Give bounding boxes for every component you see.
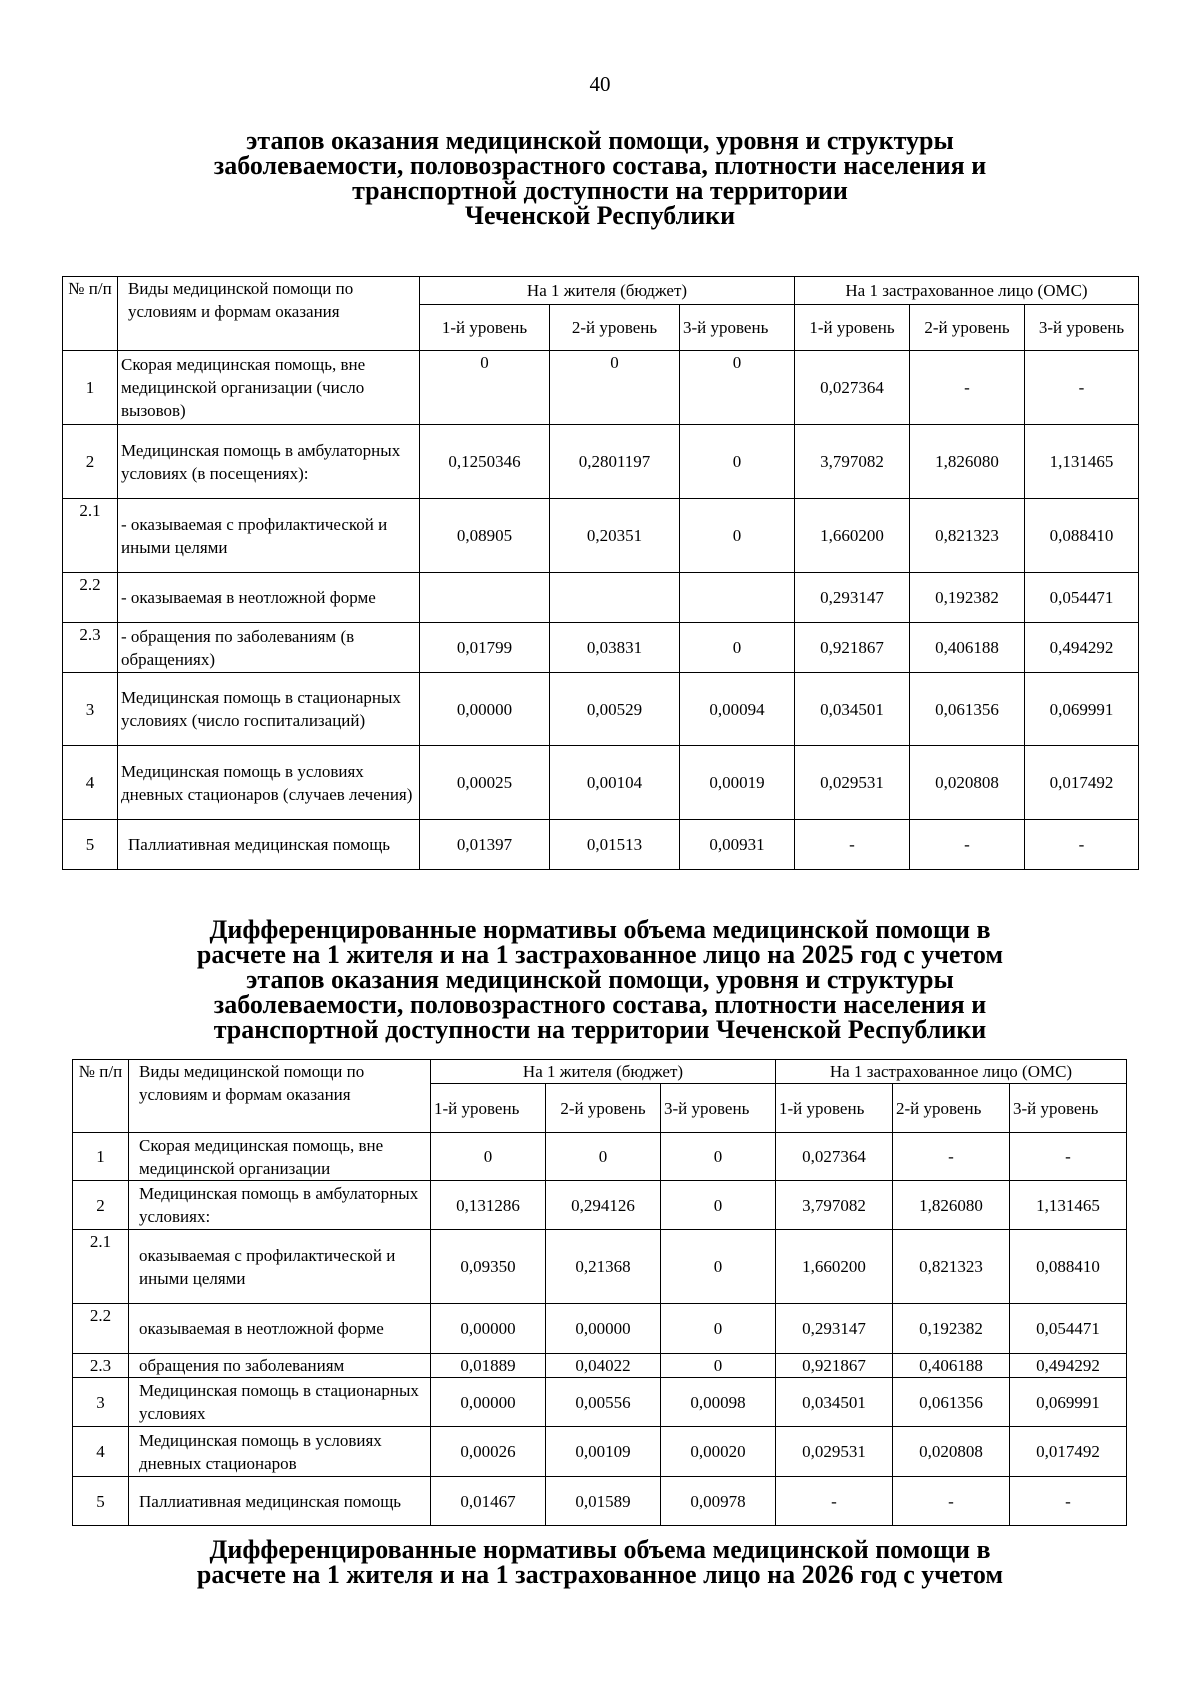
cell-value: 0 <box>680 623 795 673</box>
cell-value: 0,01513 <box>550 820 680 870</box>
cell-value: 0,20351 <box>550 499 680 573</box>
row-num: 5 <box>73 1477 129 1526</box>
row-num: 2.2 <box>63 573 118 623</box>
row-label: Медицинская помощь в стационарных условиях <box>129 1378 431 1427</box>
row-label: Медицинская помощь в стационарных условиях (число госпитализаций) <box>118 673 420 746</box>
cell-value: 0,08905 <box>420 499 550 573</box>
cell-value: - <box>1010 1477 1127 1526</box>
table-row <box>63 351 1139 425</box>
header-level: 1-й уровень <box>420 305 550 351</box>
cell-value: 0,027364 <box>776 1133 893 1181</box>
cell-value: 0,1250346 <box>420 425 550 499</box>
cell-value: 0,00000 <box>431 1378 546 1427</box>
cell-value: 0,293147 <box>776 1304 893 1354</box>
cell-value: 1,131465 <box>1025 425 1139 499</box>
cell-value <box>420 573 550 623</box>
header-level: 2-й уровень <box>546 1084 661 1133</box>
header-oms: На 1 застрахованное лицо (ОМС) <box>776 1060 1127 1084</box>
cell-value: 0,017492 <box>1025 746 1139 820</box>
cell-value: 0,034501 <box>776 1378 893 1427</box>
row-label: Паллиативная медицинская помощь <box>118 820 420 870</box>
header-level: 2-й уровень <box>910 305 1025 351</box>
section-heading-top <box>150 128 1050 228</box>
row-label: Скорая медицинская помощь, вне медицинской организации (число вызовов) <box>118 351 420 425</box>
cell-value: - <box>893 1477 1010 1526</box>
table-row <box>63 573 1139 623</box>
cell-value: 0,01467 <box>431 1477 546 1526</box>
heading-line: Чеченской Республики <box>464 201 736 230</box>
cell-value: 0,020808 <box>893 1427 1010 1477</box>
norms-table-top <box>62 276 1139 870</box>
cell-value: 1,826080 <box>893 1181 1010 1230</box>
cell-value: - <box>893 1133 1010 1181</box>
heading-line: Дифференцированные нормативы объема медицинской помощи в <box>209 915 991 944</box>
table-row <box>73 1133 1127 1181</box>
cell-value: 1,660200 <box>776 1230 893 1304</box>
cell-value: 0 <box>420 351 550 425</box>
cell-value: - <box>910 820 1025 870</box>
cell-value: 3,797082 <box>776 1181 893 1230</box>
cell-value: 0,054471 <box>1010 1304 1127 1354</box>
cell-value: 0,494292 <box>1025 623 1139 673</box>
cell-value: 0,061356 <box>893 1378 1010 1427</box>
header-level: 3-й уровень <box>680 305 795 351</box>
table-row <box>73 1477 1127 1526</box>
table-row <box>63 623 1139 673</box>
cell-value: 0,192382 <box>910 573 1025 623</box>
row-num: 2.1 <box>73 1230 129 1304</box>
row-label: - оказываемая в неотложной форме <box>118 573 420 623</box>
cell-value: 0 <box>550 351 680 425</box>
cell-value: 0,00094 <box>680 673 795 746</box>
cell-value: 0 <box>661 1230 776 1304</box>
cell-value: 0,921867 <box>795 623 910 673</box>
table-row <box>63 499 1139 573</box>
cell-value: 0,09350 <box>431 1230 546 1304</box>
cell-value <box>550 573 680 623</box>
row-label: обращения по заболеваниям <box>129 1354 431 1378</box>
row-num: 2.1 <box>63 499 118 573</box>
cell-value: 0,494292 <box>1010 1354 1127 1378</box>
table-row <box>63 673 1139 746</box>
cell-value: 1,131465 <box>1010 1181 1127 1230</box>
heading-line: расчете на 1 жителя и на 1 застрахованное лицо на 2025 год с учетом <box>196 940 1004 969</box>
heading-line: расчете на 1 жителя и на 1 застрахованное лицо на 2026 год с учетом <box>196 1560 1004 1589</box>
header-level: 3-й уровень <box>661 1084 776 1133</box>
header-level: 1-й уровень <box>776 1084 893 1133</box>
section-heading-2026 <box>150 1537 1050 1587</box>
cell-value <box>680 573 795 623</box>
header-level: 3-й уровень <box>1025 305 1139 351</box>
cell-value: 0,029531 <box>776 1427 893 1477</box>
cell-value: 0,2801197 <box>550 425 680 499</box>
heading-line: заболеваемости, половозрастного состава, плотности населения и <box>213 990 987 1019</box>
row-num: 1 <box>73 1133 129 1181</box>
table-row <box>73 1378 1127 1427</box>
cell-value: 0,821323 <box>910 499 1025 573</box>
row-num: 2.3 <box>63 623 118 673</box>
cell-value: 0,00529 <box>550 673 680 746</box>
cell-value: 0,061356 <box>910 673 1025 746</box>
header-level: 3-й уровень <box>1010 1084 1127 1133</box>
header-level: 1-й уровень <box>431 1084 546 1133</box>
row-num: 4 <box>73 1427 129 1477</box>
section-heading-2025 <box>150 917 1050 1042</box>
cell-value: - <box>910 351 1025 425</box>
header-num: № п/п <box>73 1060 129 1133</box>
cell-value: 0 <box>680 351 795 425</box>
cell-value: 0,21368 <box>546 1230 661 1304</box>
heading-line: этапов оказания медицинской помощи, уровня и структуры <box>246 965 954 994</box>
cell-value: 0,069991 <box>1010 1378 1127 1427</box>
table-row <box>63 425 1139 499</box>
cell-value: - <box>1010 1133 1127 1181</box>
heading-line: этапов оказания медицинской помощи, уровня и структуры <box>246 126 954 155</box>
cell-value: 0,00109 <box>546 1427 661 1477</box>
row-label: Медицинская помощь в амбулаторных условиях: <box>129 1181 431 1230</box>
cell-value: 0,00000 <box>546 1304 661 1354</box>
cell-value: 0,192382 <box>893 1304 1010 1354</box>
cell-value: 0 <box>680 499 795 573</box>
cell-value: 0,01889 <box>431 1354 546 1378</box>
table-row <box>73 1230 1127 1304</box>
cell-value: 0,088410 <box>1010 1230 1127 1304</box>
cell-value: 0,00000 <box>431 1304 546 1354</box>
row-num: 3 <box>73 1378 129 1427</box>
cell-value: 1,660200 <box>795 499 910 573</box>
header-level: 2-й уровень <box>893 1084 1010 1133</box>
cell-value: 0,00026 <box>431 1427 546 1477</box>
heading-line: транспортной доступности на территории <box>352 176 848 205</box>
heading-line: Дифференцированные нормативы объема медицинской помощи в <box>209 1535 991 1564</box>
norms-table-2025 <box>72 1059 1127 1526</box>
cell-value: 0 <box>661 1181 776 1230</box>
cell-value: 0,017492 <box>1010 1427 1127 1477</box>
cell-value: 0,069991 <box>1025 673 1139 746</box>
cell-value: 0,00020 <box>661 1427 776 1477</box>
cell-value: 0 <box>680 425 795 499</box>
cell-value: 0,294126 <box>546 1181 661 1230</box>
row-num: 2.3 <box>73 1354 129 1378</box>
cell-value: 0,00931 <box>680 820 795 870</box>
cell-value: 0,921867 <box>776 1354 893 1378</box>
cell-value: 0,00104 <box>550 746 680 820</box>
cell-value: 0,054471 <box>1025 573 1139 623</box>
header-kind: Виды медицинской помощи по условиям и формам оказания <box>129 1060 431 1133</box>
cell-value: 0,00019 <box>680 746 795 820</box>
cell-value: - <box>795 820 910 870</box>
row-label: Медицинская помощь в амбулаторных условиях (в посещениях): <box>118 425 420 499</box>
cell-value: 0 <box>661 1354 776 1378</box>
cell-value: 0,406188 <box>893 1354 1010 1378</box>
cell-value: 0 <box>546 1133 661 1181</box>
cell-value: - <box>1025 820 1139 870</box>
cell-value: 0,00000 <box>420 673 550 746</box>
cell-value: 0,01799 <box>420 623 550 673</box>
cell-value: 0,00978 <box>661 1477 776 1526</box>
cell-value: 0,034501 <box>795 673 910 746</box>
cell-value: 0 <box>431 1133 546 1181</box>
row-label: - обращения по заболеваниям (в обращениях) <box>118 623 420 673</box>
page-number: 40 <box>589 72 611 96</box>
header-budget: На 1 жителя (бюджет) <box>420 277 795 305</box>
cell-value: - <box>1025 351 1139 425</box>
cell-value: 0,029531 <box>795 746 910 820</box>
row-label: Медицинская помощь в условиях дневных стационаров <box>129 1427 431 1477</box>
cell-value: - <box>776 1477 893 1526</box>
table-row <box>63 820 1139 870</box>
table-row <box>73 1354 1127 1378</box>
cell-value: 0,088410 <box>1025 499 1139 573</box>
row-num: 2 <box>73 1181 129 1230</box>
row-label: Паллиативная медицинская помощь <box>129 1477 431 1526</box>
cell-value: 0,00025 <box>420 746 550 820</box>
cell-value: 0,03831 <box>550 623 680 673</box>
cell-value: 0,293147 <box>795 573 910 623</box>
cell-value: 0,01589 <box>546 1477 661 1526</box>
row-label: - оказываемая с профилактической и иными целями <box>118 499 420 573</box>
row-num: 2.2 <box>73 1304 129 1354</box>
cell-value: 0,01397 <box>420 820 550 870</box>
header-kind: Виды медицинской помощи по условиям и формам оказания <box>118 277 420 351</box>
cell-value: 0,821323 <box>893 1230 1010 1304</box>
header-level: 2-й уровень <box>550 305 680 351</box>
header-budget: На 1 жителя (бюджет) <box>431 1060 776 1084</box>
row-num: 5 <box>63 820 118 870</box>
cell-value: 3,797082 <box>795 425 910 499</box>
row-num: 1 <box>63 351 118 425</box>
cell-value: 0 <box>661 1133 776 1181</box>
header-level: 1-й уровень <box>795 305 910 351</box>
cell-value: 0 <box>661 1304 776 1354</box>
header-num: № п/п <box>63 277 118 351</box>
cell-value: 0,020808 <box>910 746 1025 820</box>
cell-value: 0,00098 <box>661 1378 776 1427</box>
table-row <box>73 1181 1127 1230</box>
row-num: 3 <box>63 673 118 746</box>
table-row <box>73 1427 1127 1477</box>
heading-line: транспортной доступности на территории Чеченской Республики <box>213 1015 987 1044</box>
row-label: Скорая медицинская помощь, вне медицинской организации <box>129 1133 431 1181</box>
cell-value: 0,027364 <box>795 351 910 425</box>
row-num: 4 <box>63 746 118 820</box>
row-num: 2 <box>63 425 118 499</box>
cell-value: 1,826080 <box>910 425 1025 499</box>
header-oms: На 1 застрахованное лицо (ОМС) <box>795 277 1139 305</box>
cell-value: 0,131286 <box>431 1181 546 1230</box>
heading-line: заболеваемости, половозрастного состава, плотности населения и <box>213 151 987 180</box>
cell-value: 0,406188 <box>910 623 1025 673</box>
row-label: Медицинская помощь в условиях дневных стационаров (случаев лечения) <box>118 746 420 820</box>
table-row <box>63 746 1139 820</box>
cell-value: 0,00556 <box>546 1378 661 1427</box>
table-row <box>73 1304 1127 1354</box>
cell-value: 0,04022 <box>546 1354 661 1378</box>
row-label: оказываемая с профилактической и иными целями <box>129 1230 431 1304</box>
row-label: оказываемая в неотложной форме <box>129 1304 431 1354</box>
